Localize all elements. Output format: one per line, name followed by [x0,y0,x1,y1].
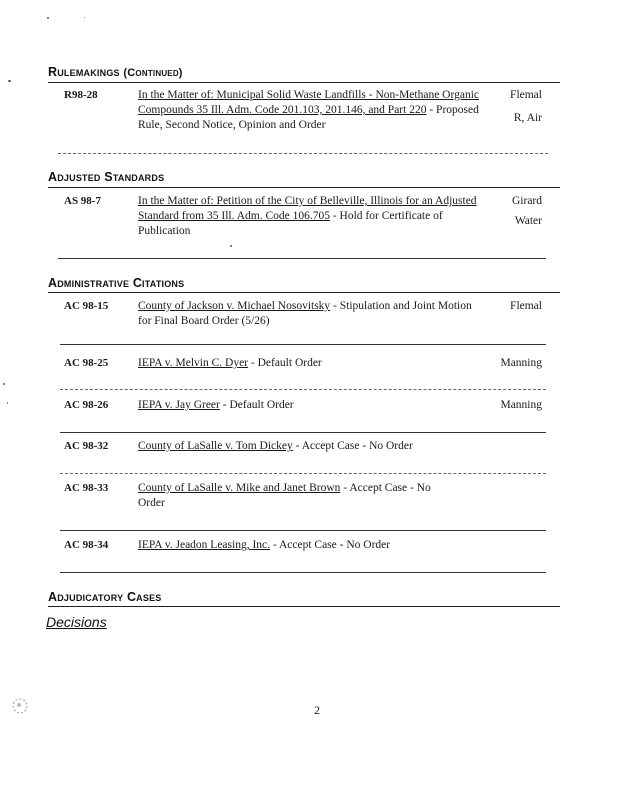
scan-smudge-icon [10,695,30,717]
entry-divider [58,153,548,154]
case-caption: In the Matter of: Municipal Solid Waste Landfills - Non-Methane Organic Compounds 35 Ill. Adm. Code 201.103, 201.146, and Part 220 [138,89,480,116]
entry-description [138,538,483,553]
case-action: - Proposed Rule, Second Notice, Opinion and Order [138,104,479,131]
case-action: - Accept Case - No Order [138,482,431,509]
decisions-subheading: Decisions [46,614,107,630]
case-caption: In the Matter of: Petition of the City of Belleville, Illinois for an Adjusted Standard from 35 Ill. Adm. Code 106.705 [138,195,477,222]
case-action: - Default Order [248,357,322,369]
entry-description [138,194,483,239]
entry-divider [58,258,546,259]
case-action: - Accept Case - No Order [270,539,391,551]
board-member: Girard [511,195,542,207]
docket-number: AC 98-15 [64,300,109,312]
case-caption: County of LaSalle v. Mike and Janet Brown [138,482,341,494]
entry-description [138,398,483,413]
rulemakings-heading: Rulemakings (Continued) [48,65,183,79]
entry-description [138,88,483,133]
adjudicatory-cases-heading: Adjudicatory Cases [48,590,162,604]
docket-number: AC 98-32 [64,440,109,452]
docket-number: AC 98-26 [64,399,109,411]
board-member: Manning [500,399,542,411]
board-member: Flemal [510,300,542,312]
scan-speck [84,17,85,18]
scan-speck [47,17,49,19]
docket-number: R98-28 [64,89,98,101]
docket-number: AC 98-25 [64,357,109,369]
scan-speck [230,245,232,247]
entry-divider [60,530,546,531]
entry-divider [60,344,546,345]
administrative-citations-heading: Administrative Citations [48,276,185,290]
case-type: Water [514,215,542,227]
docket-number: AS 98-7 [64,195,101,207]
docket-number: AC 98-34 [64,539,109,551]
entry-description [138,439,483,454]
case-caption: County of Jackson v. Michael Nosovitsky [138,300,331,312]
scan-speck [3,383,5,385]
case-action: - Default Order [219,399,294,411]
docket-number: AC 98-33 [64,482,109,494]
entry-divider [60,473,546,474]
entry-divider [60,389,546,390]
case-caption: IEPA v. Melvin C. Dyer [138,357,248,369]
section-rule [48,606,560,607]
case-caption: IEPA v. Jay Greer [138,399,220,411]
entry-description [138,481,458,511]
scan-speck [7,402,8,404]
section-rule [48,82,560,83]
board-member: Manning [500,357,542,369]
case-action: - Stipulation and Joint Motion for Final Board Order (5/26) [138,300,472,327]
page-number: 2 [314,703,320,717]
entry-description [138,299,483,329]
case-type: R, Air [513,112,542,124]
case-caption: County of LaSalle v. Tom Dickey [138,440,293,452]
section-rule [48,292,560,293]
case-action: - Accept Case - No Order [292,440,413,452]
case-action: - Hold for Certificate of Publication [138,210,443,237]
board-member: Flemal [510,89,542,101]
section-rule [48,187,560,188]
scan-speck [8,80,11,82]
adjusted-standards-heading: Adjusted Standards [48,170,165,184]
entry-divider [60,432,546,433]
case-caption: IEPA v. Jeadon Leasing, Inc. [138,539,271,551]
entry-divider [60,572,546,573]
entry-description [138,356,483,371]
